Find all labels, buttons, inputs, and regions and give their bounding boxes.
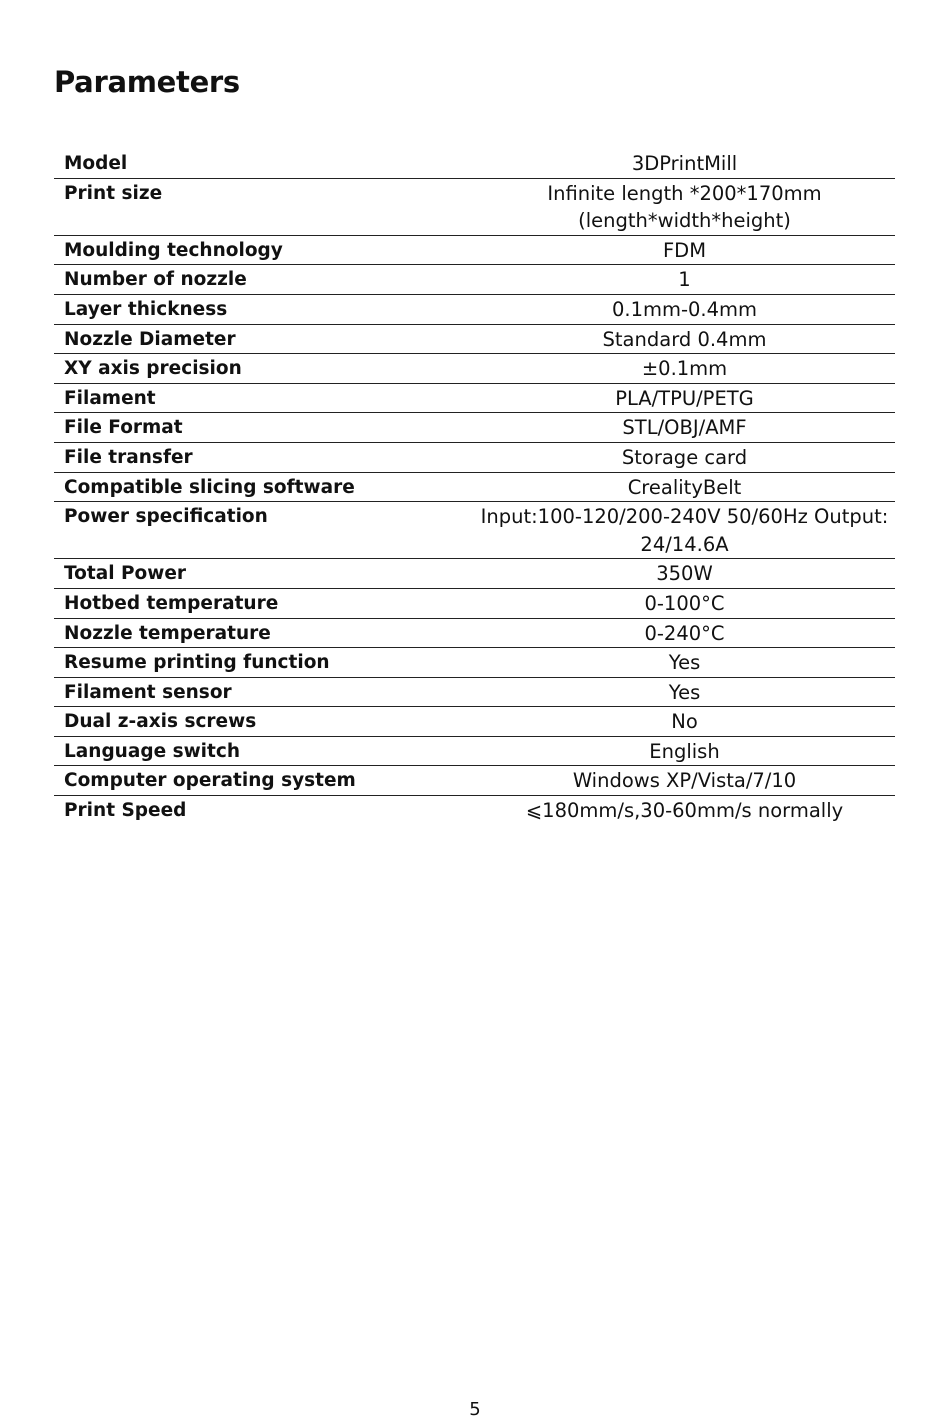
row-label: XY axis precision	[64, 358, 242, 380]
row-value: ±0.1mm	[641, 357, 728, 381]
row-value: 3DPrintMill	[631, 152, 738, 175]
row-label: Print Speed	[64, 800, 187, 822]
row-value: Infinite length *200*170mm (length*width*height)	[547, 181, 822, 233]
page-title: Parameters	[54, 65, 240, 99]
row-label: Model	[64, 153, 128, 174]
table-row-file-format	[54, 413, 895, 443]
table-row-layer-thickness	[54, 294, 895, 324]
row-value: ⩽180mm/s,30-60mm/s normally	[525, 799, 844, 823]
row-label: Print size	[64, 182, 163, 204]
row-label: Compatible slicing software	[64, 476, 355, 498]
table-row-number-of-nozzle	[54, 265, 895, 295]
table-row-hotbed-temperature	[54, 588, 895, 618]
row-value: English	[649, 739, 720, 763]
row-label: Nozzle Diameter	[64, 328, 236, 350]
table-row-filament	[54, 383, 895, 413]
row-label: Hotbed temperature	[64, 592, 279, 614]
row-label: Dual z-axis screws	[64, 711, 257, 733]
row-value: 350W	[656, 562, 713, 586]
table-row-power-specification	[54, 502, 895, 559]
row-value: CrealityBelt	[627, 475, 742, 499]
row-value: FDM	[662, 238, 707, 262]
table-row-print-size	[54, 178, 895, 235]
row-label: Power specification	[64, 506, 268, 528]
row-value: Standard 0.4mm	[602, 327, 767, 351]
row-value: 1	[678, 268, 691, 292]
row-label: Layer thickness	[64, 298, 228, 320]
table-row-nozzle-diameter	[54, 324, 895, 354]
row-value: Storage card	[621, 445, 748, 469]
table-row-language-switch	[54, 736, 895, 766]
row-value: STL/OBJ/AMF	[622, 416, 747, 440]
row-label: Language switch	[64, 740, 240, 762]
row-value: 0-240°C	[644, 621, 725, 645]
table-row-compatible-slicing-software	[54, 472, 895, 502]
page-number: 5	[469, 1399, 481, 1420]
table-row-filament-sensor	[54, 677, 895, 707]
row-label: Number of nozzle	[64, 269, 247, 291]
table-row-nozzle-temperature	[54, 618, 895, 648]
row-label: Moulding technology	[64, 239, 283, 261]
row-value: Yes	[668, 680, 701, 704]
table-row-moulding-technology	[54, 235, 895, 265]
table-row-file-transfer	[54, 442, 895, 472]
table-row-total-power	[54, 559, 895, 589]
row-label: Computer operating system	[64, 770, 356, 792]
row-label: Total Power	[64, 563, 187, 585]
table-row-computer-operating-system	[54, 766, 895, 796]
table-row-xy-axis-precision	[54, 354, 895, 384]
table-row-resume-printing-function	[54, 648, 895, 678]
row-value: Windows XP/Vista/7/10	[572, 769, 797, 793]
row-value: 0.1mm-0.4mm	[611, 297, 758, 321]
row-label: File Format	[64, 417, 183, 439]
row-value: 0-100°C	[644, 591, 725, 615]
row-label: Nozzle temperature	[64, 622, 271, 644]
row-value: Input:100-120/200-240V 50/60Hz Output: 24/14.6A	[480, 505, 889, 556]
row-value: PLA/TPU/PETG	[615, 386, 754, 410]
row-label: Resume printing function	[64, 652, 330, 674]
row-value: Yes	[668, 651, 701, 675]
row-label: File transfer	[64, 446, 193, 468]
table-row-model	[54, 149, 895, 178]
table-row-dual-z-axis-screws	[54, 707, 895, 737]
row-label: Filament	[64, 387, 156, 409]
row-label: Filament sensor	[64, 681, 232, 703]
parameters-table	[54, 149, 895, 825]
table-row-print-speed	[54, 796, 895, 825]
parameters-table-body	[54, 149, 895, 825]
row-value: No	[671, 710, 698, 734]
